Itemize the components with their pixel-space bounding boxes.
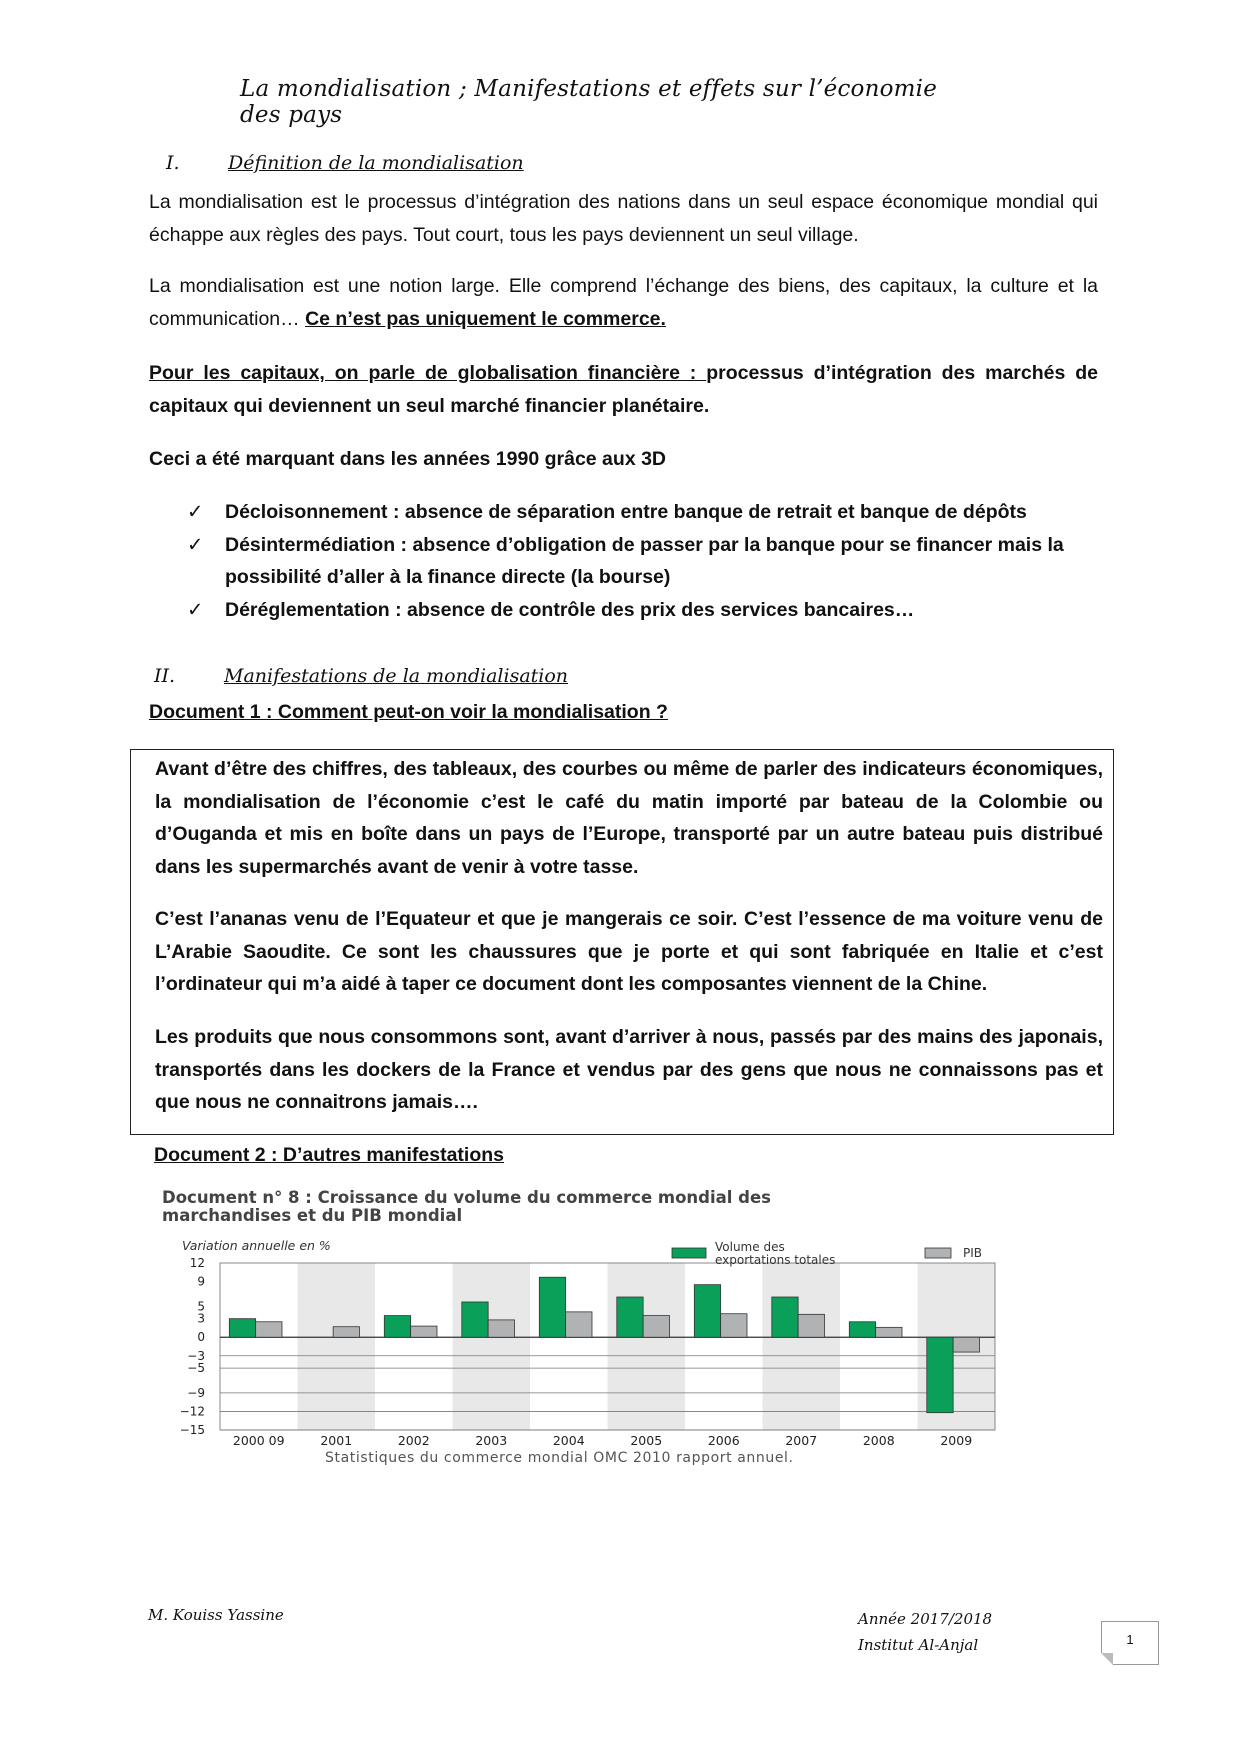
chart-bar: [566, 1312, 592, 1337]
chart-band: [375, 1263, 453, 1430]
chart-bar: [694, 1285, 720, 1338]
chart-y-tick-label: −5: [187, 1361, 205, 1376]
bullet-text: Décloisonnement : absence de séparation entre banque de retrait et banque de dépôts: [225, 501, 1027, 523]
chart-bar: [256, 1322, 282, 1337]
definition-paragraph: La mondialisation est le processus d’intégration des nations dans un seul espace économique mondial qui échappe aux règles des pays. Tout court, tous les pays deviennent un seul village.: [149, 191, 1098, 246]
chart-band: [453, 1263, 531, 1430]
chart-band: [840, 1263, 918, 1430]
chart-bar: [539, 1277, 565, 1337]
capitals-lead: Pour les capitaux, on parle de globalisation financière :: [149, 362, 707, 384]
bullet-text: Désintermédiation : absence d’obligation de passer par la banque pour se financer mais la possibilité d’aller à la finance directe (la bourse): [225, 533, 1064, 588]
chart-bar: [462, 1302, 488, 1337]
section-2-heading: [154, 665, 568, 687]
chart-bar: [772, 1297, 798, 1337]
author-name: M. Kouiss Yassine: [148, 1606, 284, 1624]
section-1-title: Définition de la mondialisation: [228, 152, 524, 174]
chart-bar: [849, 1322, 875, 1337]
chart-bar: [617, 1297, 643, 1337]
chart-bar: [721, 1314, 747, 1338]
bullet-text: Déréglementation : absence de contrôle des prix des services bancaires…: [225, 598, 915, 621]
chart-x-tick-label: 2008: [862, 1433, 895, 1448]
trade-growth-chart: [160, 1185, 1030, 1485]
chart-x-tick-label: 2007: [785, 1433, 818, 1448]
chart-y-label: Variation annuelle en %: [182, 1238, 331, 1253]
page-title: La mondialisation ; Manifestations et effets sur l’économie des pays: [240, 76, 938, 128]
document-1-title: Document 1 : Comment peut-on voir la mondialisation ?: [149, 701, 668, 723]
page-fold-icon: [1101, 1653, 1113, 1665]
document-1-paragraph-1: Avant d’être des chiffres, des tableaux, des courbes ou même de parler des indicateurs économiques, la mondialisation de l’économie c’est le café du matin importé par bateau de la Colombie ou d’Ouganda et mis en boîte dans un pays de l’Europe, transporté par un autre bateau puis distribué dans les supermarchés avant de venir à votre tasse.: [155, 758, 1103, 878]
chart-bar: [643, 1316, 669, 1338]
chart-x-tick-label: 2003: [475, 1433, 508, 1448]
chart-bar: [333, 1327, 359, 1338]
chart-bar: [229, 1319, 255, 1338]
three-d-intro: Ceci a été marquant dans les années 1990 grâce aux 3D: [149, 448, 667, 470]
notion-paragraph: [149, 270, 1098, 335]
list-item: [187, 496, 1098, 529]
section-1-heading: [166, 152, 524, 174]
chart-y-tick-label: −3: [187, 1348, 205, 1363]
chart-x-tick-label: 2004: [552, 1433, 585, 1448]
chart-title: [162, 1188, 771, 1253]
legend-label: Volume des: [715, 1240, 785, 1254]
chart-bar: [798, 1314, 824, 1337]
capitals-paragraph: [149, 357, 1098, 422]
document-1-paragraph-3: Les produits que nous consommons sont, avant d’arriver à nous, passés par des mains des japonais, transportés dans les dockers de la France et vendus par des gens que nous ne connaissons pas et que nous ne connaitrons jamais….: [155, 1026, 1103, 1113]
check-icon: ✓: [187, 598, 204, 621]
legend-swatch: [672, 1248, 706, 1258]
chart-bar: [384, 1316, 410, 1338]
list-item: [187, 594, 1098, 627]
notion-text: La mondialisation est une notion large. Elle comprend l’échange des biens, des capitaux, la culture et la communication…: [149, 275, 1098, 330]
chart-band: [220, 1263, 298, 1430]
chart-x-tick-label: 2000 09: [232, 1433, 285, 1448]
chart-band-group: [220, 1263, 995, 1430]
chart-x-tick-label: 2005: [630, 1433, 663, 1448]
institute-name: Institut Al-Anjal: [858, 1636, 979, 1654]
chart-band: [608, 1263, 686, 1430]
legend-swatch: [925, 1248, 951, 1258]
chart-y-tick-label: 3: [197, 1311, 205, 1326]
chart-band: [298, 1263, 376, 1430]
capitals-rest: processus d’intégration des marchés de capitaux qui deviennent un seul marché financier planétaire.: [149, 362, 1098, 417]
section-1-number: I.: [166, 152, 180, 174]
page-number: 1: [1126, 1632, 1134, 1647]
chart-bar: [927, 1337, 953, 1412]
chart-x-tick-label: 2009: [940, 1433, 973, 1448]
section-2-title: Manifestations de la mondialisation: [224, 665, 569, 687]
chart-bar: [876, 1327, 902, 1337]
chart-bar: [411, 1326, 437, 1337]
chart-y-tick-label: −9: [187, 1385, 205, 1400]
legend-label: PIB: [963, 1246, 983, 1260]
chart-y-tick-label: −12: [179, 1404, 205, 1419]
check-icon: ✓: [187, 533, 204, 556]
chart-bar: [953, 1337, 979, 1352]
footer-right: [858, 1606, 992, 1658]
section-2-number: II.: [154, 665, 176, 687]
page-number-box: [1101, 1621, 1159, 1665]
chart-band: [763, 1263, 841, 1430]
school-year: Année 2017/2018: [858, 1610, 993, 1628]
document-2-title: Document 2 : D’autres manifestations: [154, 1144, 504, 1166]
notion-emphasis: Ce n’est pas uniquement le commerce.: [305, 307, 666, 330]
list-item: [187, 529, 1098, 594]
chart-y-tick-label: 5: [197, 1299, 205, 1314]
chart-x-tick-label: 2001: [320, 1433, 353, 1448]
chart-bar: [488, 1320, 514, 1337]
chart-y-tick-label: 12: [189, 1256, 205, 1270]
chart-y-tick-label: 9: [197, 1274, 205, 1289]
chart-y-tick-label: −15: [179, 1423, 205, 1437]
chart-x-tick-label: 2006: [707, 1433, 740, 1448]
document-1-paragraph-2: C’est l’ananas venu de l’Equateur et que je mangerais ce soir. C’est l’essence de ma voiture venu de L’Arabie Saoudite. Ce sont les chaussures que je porte et qui sont fabriquée en Italie et c’est l’ordinateur qui m’a aidé à taper ce document dont les composantes viennent de la Chine.: [155, 908, 1103, 995]
three-d-list: [187, 496, 1098, 626]
chart-y-tick-label: 0: [197, 1330, 205, 1345]
check-icon: ✓: [187, 501, 204, 523]
legend-label: exportations totales: [715, 1253, 836, 1267]
chart-title-line: Document n° 8 : Croissance du volume du commerce mondial des: [162, 1188, 771, 1207]
chart-x-tick-label: 2002: [397, 1433, 430, 1448]
chart-source: Statistiques du commerce mondial OMC 2010 rapport annuel.: [325, 1450, 794, 1466]
chart-title-line: marchandises et du PIB mondial: [162, 1206, 463, 1225]
